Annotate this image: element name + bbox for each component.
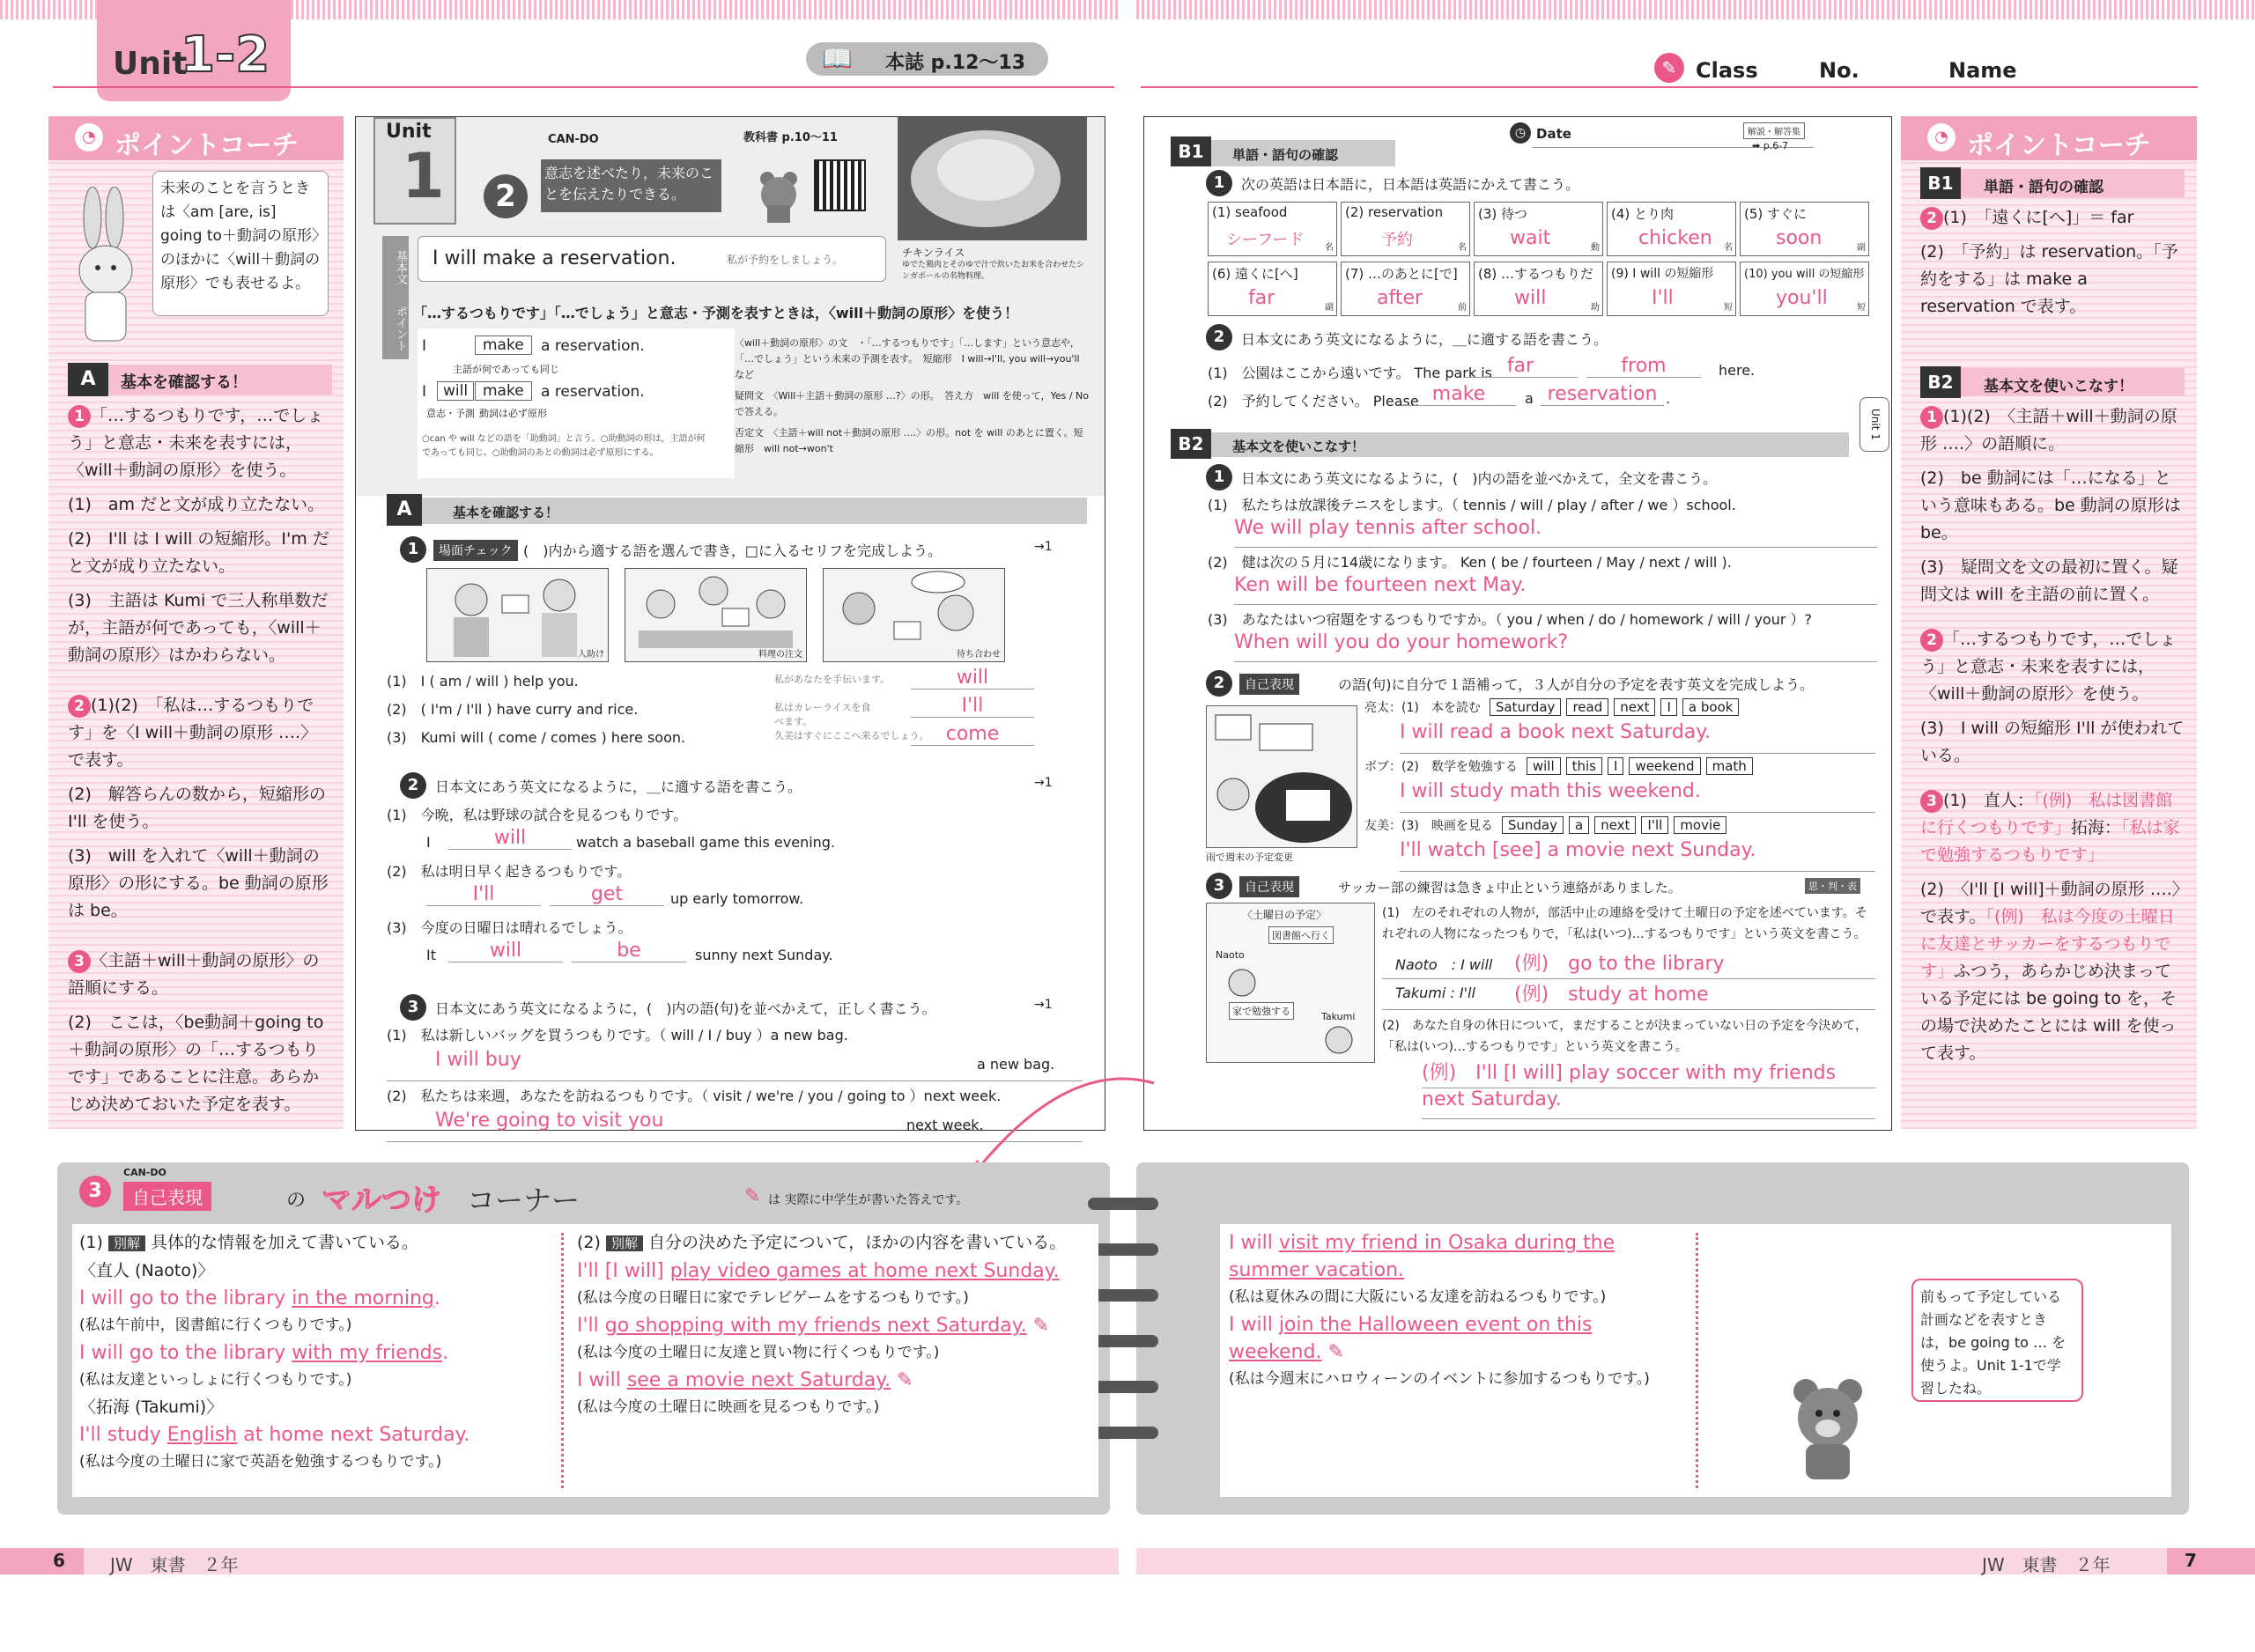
photo-caption: チキンライス (902, 247, 965, 259)
maru-tag: 自己表現 (123, 1182, 211, 1211)
class-label: Class (1696, 58, 1758, 83)
maru-num: 3 (79, 1176, 111, 1207)
no-label: No. (1819, 58, 1859, 83)
photo-sub: ゆでた鶏肉とそのゆで汁で炊いたお米を合わせたシンガポールの名物料理。 (902, 261, 1085, 281)
name-label: Name (1948, 58, 2017, 83)
grammar-notes: 〈will＋動詞の原形〉の文 ・「…するつもりです」「…します」という意志や，「…でしょう」という未来の予測を表す。 短縮形 I will→I'll, you will→you'll など 疑問文 〈Will＋主語＋動詞の原形 …?〉の形。 答え方 will を使って，Yes / No で答える。 否定文 〈主語＋will not＋動詞の原形 ….〉の形。not を will のあとに置く。短縮形 will not→won't (735, 337, 1089, 454)
scene-check-tag: 場面チェック (433, 540, 518, 561)
rc-b1-badge: B1 (1920, 167, 1961, 199)
page-number-right: 7 (2185, 1550, 2197, 1571)
weekend-plans-illustration (1206, 705, 1357, 848)
date-label: Date (1536, 126, 1571, 142)
b2-label: B2 (1171, 429, 1211, 459)
coach-title-2: ポイントコーチ (1967, 130, 2151, 161)
rc-b1-text: 2 (1) 「遠くに[へ]」＝ far (2) 「予約」は reservation。「予約をする」は make a reservation で表す。 (1920, 208, 2178, 316)
maru-title-2: コーナー (467, 1184, 580, 1217)
coach-speech: 未来のことを言うときは〈am [are, is] going to＋動詞の原形〉のほかに〈will＋動詞の原形〉でも表せるよ。 (152, 171, 329, 316)
rc-b2-title: 基本文を使いこなす！ (1984, 378, 2133, 395)
self-expression-tag: 自己表現 (1239, 674, 1299, 695)
b1-title: 単語・語句の確認 (1232, 147, 1339, 163)
a1-items: (1) I ( am / will ) help you. 私があなたを手伝います。 will (2) ( I'm / I'll ) have curry and rice. 私はカレーライスを食べます。 I'll (3) Kumi will ( come / comes ) here soon. 久美はすぐにここへ来るでしょう。 come (387, 670, 1083, 755)
maru-title-1: マルつけ (322, 1183, 441, 1218)
book-icon: 📖 (822, 44, 853, 73)
b1-q2-instruction: 日本文にあう英文になるように，＿に適する語を書こう。 (1241, 331, 1608, 348)
b2-q2-items: 亮太：(1) 本を読む Saturday read next I a book I will read a book next Saturday. ボブ：(2) 数学を勉強する will this I weekend math I will study math this weekend. 友美：(3) 映画を見る Sunday a next I'll movie I'll watch [see] a movie next Sunday. (1364, 698, 1875, 875)
b1-q1-instruction: 次の英語は日本語に，日本語は英語にかえて書こう。 (1241, 176, 1580, 193)
section-a-label: A (387, 494, 422, 526)
illustration-order: 料理の注文 (625, 568, 807, 662)
textbook-page: Unit 1 2 CAN-DO 意志を述べたり，未来のことを伝えたりできる。 教科書 p.10〜11 チキンライス ゆでた鶏肉とそのゆで汁で炊いたお米を合わせたシンガポールの名物料理。 基本文 I will make a reservation. 私が予約をしましょう。 ポイント 「…するつもりです」「…でしょう」と意志・予測を表すときは，〈will＋動詞の原形〉を使う！ I make a reservation. 主語が何であっても同じ I will make a reservation. 意志・予測 動詞は必ず原形 ○can や will などの語を「助動詞」と言う。○助動詞の形は，主語が何であっても同じ。○助動詞のあとの動詞は必ず原形にする。 〈will＋動詞の原形〉の文 ・「…するつもりです」「…します」という意志や，「…でしょう」という未来の予測を表す。 短縮形 I will→I'll, you will→you'll など 疑問文 〈Will＋主語＋動詞の原形 …?〉の形。 答え方 will を使って，Yes / No で答える。 否定文 〈主語＋will not＋動詞の原形 ….〉の形。not を will のあとに置く。短縮形 will not→won't A 基本を確認する！ 1 場面チェック ( )内から適する語を選んで書き，□に入るセリフを完成しよう。 →1 人助け 料理の注文 待ち合わせ (1) I ( am / will ) help you. 私があなたを手伝います。 will (2) ( I'm / I'll ) have curry and rice. 私はカレーライスを食べます。 I'll (3) Kumi will ( come / comes ) here soon. 久美はすぐにここへ来るでしょう。 come 2 日本文にあう英文になるように，＿に適する語を書こう。 →1 (1) 今晩，私は野球の試合を見るつもりです。 I will watch a baseball game this evening. (2) 私は明日早く起きるつもりです。 I'll get up early tomorrow. (3) 今度の日曜日は晴れるでしょう。 It will be sunny next Sunday. 3 日本文にあう英文になるように，( )内の語(句)を並べかえて，正しく書こう。 →1 (1) 私は新しいバッグを買うつもりです。（ will / I / buy ）a new bag. I will buy a new bag. (2) 私たちは来週，あなたを訪ねるつもりです。（ visit / we're / you / going to ）next week. We're going to visit you next week. (355, 116, 1105, 1131)
book-ref (806, 42, 1048, 76)
b2-q2-instruction: の語(句)に自分で１語補って，３人が自分の予定を表す英文を完成しよう。 (1338, 676, 1815, 693)
q2-instruction: 日本文にあう英文になるように，＿に適する語を書こう。 (435, 778, 802, 795)
self-expression-tag-2: 自己表現 (1239, 876, 1299, 897)
ring-binder (1088, 1198, 1158, 1479)
left-point-coach (48, 116, 344, 1129)
whistle-icon: ◔ (75, 123, 103, 151)
rc-b2-badge: B2 (1920, 366, 1961, 398)
pencil-icon: ✎ (1654, 53, 1684, 83)
kihonbun-tag: 基本文 (382, 236, 409, 298)
kihonbun-box: I will make a reservation. 私が予約をしましょう。 (418, 236, 886, 282)
a2-items: (1) 今晩，私は野球の試合を見るつもりです。 I will watch a baseball game this evening. (2) 私は明日早く起きるつもりです。 I'll get up early tomorrow. (3) 今度の日曜日は晴れるでしょう。 It will be sunny next Sunday. (387, 807, 836, 963)
unit-banner: Unit 1 (373, 117, 456, 225)
lesson-num: 2 (484, 174, 528, 218)
whistle-icon-2: ◔ (1927, 123, 1956, 151)
bear-mascot-2 (1784, 1374, 1872, 1488)
bear-note: 前もって予定している計画などを表すときは，be going to … を使うよ。Unit 1-1で学習したね。 (1911, 1279, 2083, 1402)
b2-q1-items: (1) 私たちは放課後テニスをします。（ tennis / will / play / after / we ）school. We will play tennis after school. (2) 健は次の５月に14歳になります。 Ken ( be / fourteen / May / next / will ). Ken will be fourteen next May. (3) あなたはいつ宿題をするつもりですか。（ you / when / do / homework / will / your ）? When will you do your homework? (1208, 494, 1877, 666)
q1-instruction: ( )内から適する語を選んで書き，□に入るセリフを完成しよう。 (523, 542, 942, 559)
maru-card-1: (1) 別解 具体的な情報を加えて書いている。 〈直人 (Naoto)〉 I will go to the library in the morning. (私は午前中，図書館に行くつもりです。) I will go to the library with my friends. (私は友達といっしょに行くつもりです。) 〈拓海 (Takumi)〉 I'll study English at home next Saturday. (私は今度の土曜日に家で英語を勉強するつもりです。) (2) 別解 自分の決めた予定について，ほかの内容を書いている。 I'll [I will] play video games at home next Sunday. (私は今度の日曜日に家でテレビゲームをするつもりです。) I'll go shopping with my friends next Saturday. ✎ (私は今度の土曜日に友達と買い物に行くつもりです。) I will see a movie next Saturday. ✎ (私は今度の土曜日に映画を見るつもりです。) (72, 1224, 1098, 1497)
b2-q3-instruction: サッカー部の練習は急きょ中止という連絡がありました。 (1338, 880, 1682, 896)
unit-word: Unit (113, 46, 188, 82)
a3-items: (1) 私は新しいバッグを買うつもりです。（ will / I / buy ）a new bag. I will buy a new bag. (2) 私たちは来週，あなたを訪ねるつもりです。（ visit / we're / you / going to ）next week. We're going to visit you next week. (387, 1024, 1083, 1142)
saturday-plans-illustration: 〈土曜日の予定〉 図書館へ行く Naoto 家で勉強する Takumi (1206, 903, 1375, 1063)
textbook-ref: 教科書 p.10〜11 (743, 131, 838, 144)
pic-caption: 雨で週末の予定変更 (1206, 852, 1293, 863)
b2-q3-items: (1) 左のそれぞれの人物が，部活中止の連絡を受けて土曜日の予定を述べています。それぞれの人物になったつもりで，「私は(いつ)…するつもりです」という英文を書こう。 Naoto : I will (例) go to the library Takumi : I'll (例) study at home (2) あなた自身の休日について，まだすることが決まっていない日の予定を今決めて，「私は(いつ)…するつもりです」という英文を書こう。 (例) I'll [I will] play soccer with my friends next Saturday. (1382, 903, 1875, 1119)
answer: come (911, 723, 1034, 746)
unit-number: 1-2 (181, 26, 270, 84)
point-text: 「…するつもりです」「…でしょう」と意志・予測を表すときは，〈will＋動詞の原形〉を使う！ (413, 305, 1019, 321)
footer-right: JW 東書 ２年 (1982, 1554, 2111, 1575)
section-a-title: 基本を確認する！ (121, 373, 248, 392)
coach-title: ポイントコーチ (115, 130, 299, 161)
cando-label: CAN-DO (548, 133, 599, 146)
answer: will (911, 667, 1034, 690)
footer-left: JW 東書 ２年 (110, 1554, 239, 1575)
maru-note: は 実際に中学生が書いた答えです。 (768, 1193, 969, 1207)
b1-label: B1 (1171, 136, 1211, 166)
pen-icon: ✎ (744, 1185, 761, 1207)
rc-b1-title: 単語・語句の確認 (1984, 179, 2103, 196)
b2-q1-instruction: 日本文にあう英文になるように，( )内の語を並べかえて，全文を書こう。 (1241, 470, 1718, 487)
example-sentences: I make a reservation. 主語が何であっても同じ I will make a reservation. 意志・予測 動詞は必ず原形 ○can や will などの語を「助動詞」と言う。○助動詞の形は，主語が何であっても同じ。○助動詞のあとの動詞は必ず原形にする。 (418, 328, 735, 478)
vocab-grid: (1) seafood シーフード 名 (2) reservation 予約 名 (3) 待つ wait 動 (4) とり肉 chicken 名 (5) すぐに soon 副 (6) 遠くに[へ] far 副 (7) …のあとに[で] after 前 (8) …するつもりだ will 助 (9) I will の短縮形 I'll 短 (10) you will の短縮形 you'll 短 (1208, 202, 1877, 316)
page-number-left: 6 (53, 1550, 65, 1571)
point-tag: ポイント (382, 298, 409, 359)
b2-title: 基本文を使いこなす！ (1232, 439, 1365, 454)
chicken-rice-photo (898, 117, 1087, 240)
date-icon: ◷ (1510, 122, 1531, 144)
unit-side-tab: Unit 1 (1859, 397, 1889, 452)
qr-code (814, 159, 866, 211)
rabbit-mascot (66, 187, 145, 354)
right-point-coach (1901, 116, 2197, 1129)
book-ref-text: 本誌 p.12〜13 (885, 52, 1025, 74)
answer: I'll (911, 695, 1034, 718)
illustration-help: 人助け (426, 568, 609, 662)
section-a-heading: 基本を確認する！ (453, 505, 559, 520)
q3-instruction: 日本文にあう英文になるように，( )内の語(句)を並べかえて，正しく書こう。 (435, 1000, 936, 1017)
worksheet-page: B1 単語・語句の確認 ◷ Date 解説・解答集 ➡ p.6-7 1 次の英語は日本語に，日本語は英語にかえて書こう。 (1) seafood シーフード 名 (2) reservation 予約 名 (3) 待つ wait 動 (4) とり肉 chicken 名 (5) すぐに soon 副 (6) 遠くに[へ] far 副 (7) …のあとに[で] after 前 (8) …するつもりだ will 助 (9) I will の短縮形 I'll 短 (10) you will の短縮形 you'll 短 2 日本文にあう英文になるように，＿に適する語を書こう。 (1) 公園はここから遠いです。 The park is far from here. (2) 予約してください。 Please make a reservation . Unit 1 B2 基本文を使いこなす！ 1 日本文にあう英文になるように，( )内の語を並べかえて，全文を書こう。 (1) 私たちは放課後テニスをします。（ tennis / will / play / after / we ）school. We will play tennis after school. (2) 健は次の５月に14歳になります。 Ken ( be / fourteen / May / next / will ). Ken will be fourteen next May. (3) あなたはいつ宿題をするつもりですか。（ you / when / do / homework / will / your ）? When will you do your homework? 2 自己表現 の語(句)に自分で１語補って，３人が自分の予定を表す英文を完成しよう。 雨で週末の予定変更 亮太：(1) 本を読む Saturday read next I a book I will read a book next Saturday. ボブ：(2) 数学を勉強する will this I weekend math I will study math this weekend. 友美：(3) 映画を見る Sunday a next I'll movie I'll watch [see] a movie next Sunday. 3 自己表現 サッカー部の練習は急きょ中止という連絡がありました。 思・判・表 〈土曜日の予定〉 図書館へ行く Naoto 家で勉強する Takumi (1) 左のそれぞれの人物が，部活中止の連絡を受けて土曜日の予定を述べています。それぞれの人物になったつもりで，「私は(いつ)…するつもりです」という英文を書こう。 Naoto : I will (例) go to the library Takumi : I'll (例) study at home (2) あなた自身の休日について，まだすることが決まっていない日の予定を今決めて，「私は(いつ)…するつもりです」という英文を書こう。 (例) I'll [I will] play soccer with my friends next Saturday. (1143, 116, 1892, 1131)
rc-b2-text: 1 (1)(2) 〈主語＋will＋動詞の原形 ….〉の語順に。 (2) be 動詞には「…になる」という意味もある。be 動詞の原形は be。 (3) 疑問文を文の最初に置く。疑問文は will を主語の前に置く。 2 「…するつもりです，…でしょう」と意志・未来を表すには，〈will＋動詞の原形〉を使う。 (3) I will の短縮形 I'll が使われている。 3 (1) 直人：「(例) 私は図書館に行くつもりです」拓海：「私は家で勉強するつもりです」 (2) 〈I'll [I will]＋動詞の原形 ….〉で表す。「(例) 私は今度の土曜日に友達とサッカーをするつもりです」ふつう，あらかじめ決まっている予定には be going to を，その場で決めたことには will を使って表す。 (1920, 407, 2185, 1063)
answer-key-ref: 解説・解答集 (1743, 122, 1805, 139)
section-a-badge: A (68, 363, 108, 396)
bear-mascot (757, 170, 801, 223)
left-coach-text: 1 「…するつもりです，…でしょう」と意志・未来を表すには，〈will＋動詞の原形〉を使う。 (1) am だと文が成り立たない。 (2) I'll は I will の短縮形。I'm だと文が成り立たない。 (3) 主語は Kumi で三人称単数だが，主語が何であっても，〈will＋動詞の原形〉はかわらない。 2 (1)(2) 「私は…するつもりです」を〈I will＋動詞の原形 ….〉で表す。 (2) 解答らんの数から，短縮形の I'll を使う。 (3) will を入れて〈will＋動詞の原形〉の形にする。be 動詞の原形は be。 3 〈主語＋will＋動詞の原形〉の語順にする。 (2) ここは，〈be動詞＋going to＋動詞の原形〉の「…するつもりです」であることに注意。あらかじめ決めておいた予定を表す。 (68, 406, 329, 1114)
cando-text: 意志を述べたり，未来のことを伝えたりできる。 (541, 159, 721, 212)
maru-card-2: I will visit my friend in Osaka during the summer vacation. (私は夏休みの間に大阪にいる友達を訪ねるつもりです。) I will join the Halloween event on this weekend. ✎ (私は今週末にハロウィーンのイベントに参加するつもりです。) 前もって予定している計画などを表すときは，be going to … を使うよ。Unit 1-1で学習したね。 (1220, 1224, 2171, 1497)
illustration-meeting: 待ち合わせ (823, 568, 1005, 662)
